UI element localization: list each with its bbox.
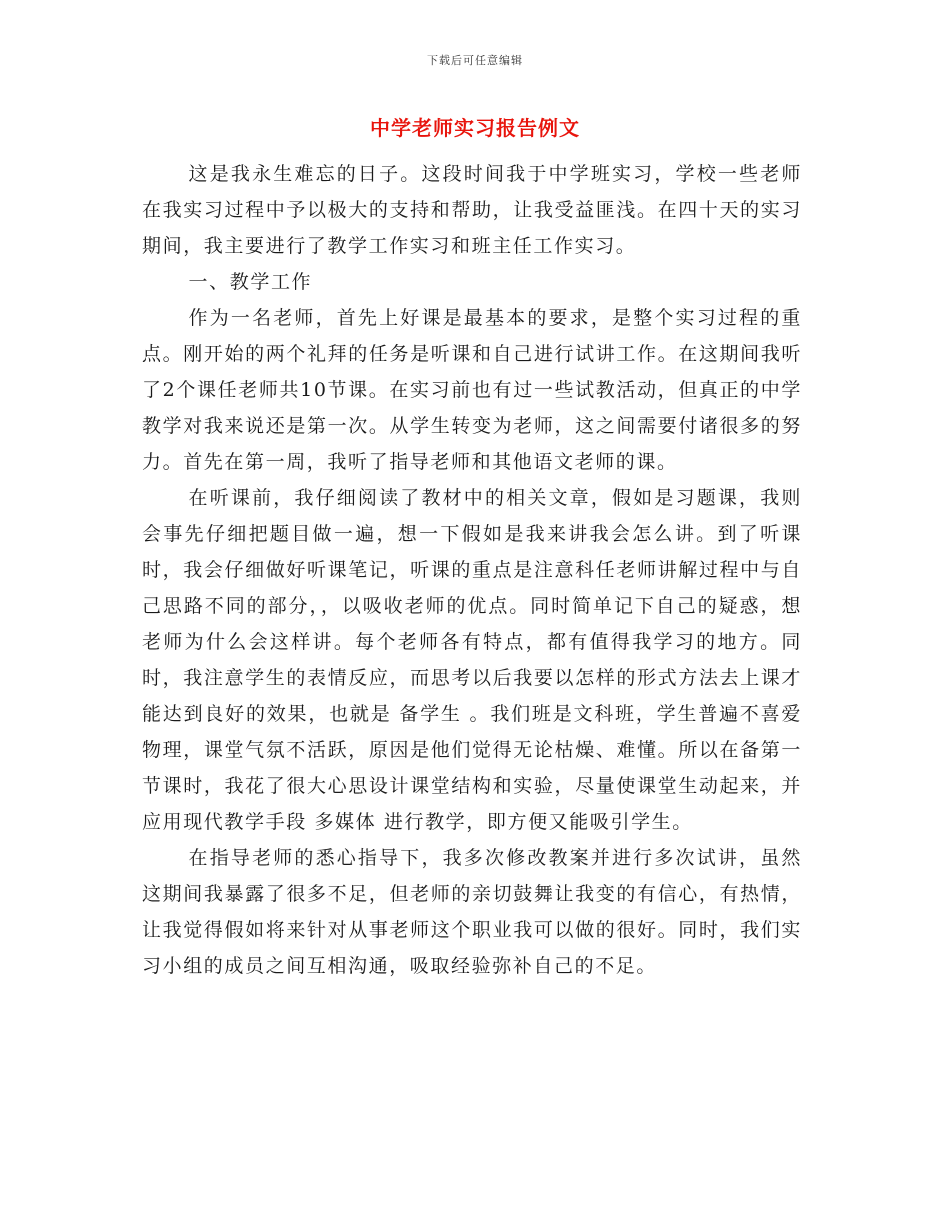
paragraph-intro: 这是我永生难忘的日子。这段时间我于中学班实习，学校一些老师在我实习过程中予以极大的支持和帮助，让我受益匪浅。在四十天的实习期间，我主要进行了教学工作实习和班主任工作实习。 bbox=[142, 163, 802, 257]
section-heading-teaching: 一、教学工作 bbox=[188, 271, 313, 293]
header-note: 下载后可任意编辑 bbox=[427, 54, 523, 67]
document-title: 中学老师实习报告例文 bbox=[370, 116, 580, 140]
paragraph-guidance: 在指导老师的悉心指导下，我多次修改教案并进行多次试讲，虽然这期间我暴露了很多不足，但老师的亲切鼓舞让我变的有信心，有热情，让我觉得假如将来针对从事老师这个职业我可以做的很好。同时，我们实习小组的成员之间互相沟通，吸取经验弥补自己的不足。 bbox=[142, 847, 802, 977]
paragraph-teaching-overview: 作为一名老师，首先上好课是最基本的要求，是整个实习过程的重点。刚开始的两个礼拜的任务是听课和自己进行试讲工作。在这期间我听了2个课任老师共10节课。在实习前也有过一些试教活动，但真正的中学教学对我来说还是第一次。从学生转变为老师，这之间需要付诸很多的努力。首先在第一周，我听了指导老师和其他语文老师的课。 bbox=[142, 307, 802, 473]
paragraph-lesson-observation: 在听课前，我仔细阅读了教材中的相关文章，假如是习题课，我则会事先仔细把题目做一遍，想一下假如是我来讲我会怎么讲。到了听课时，我会仔细做好听课笔记，听课的重点是注意科任老师讲解过程中与自己思路不同的部分，，以吸收老师的优点。同时简单记下自己的疑惑，想老师为什么会这样讲。每个老师各有特点，都有值得我学习的地方。同时，我注意学生的表情反应，而思考以后我要以怎样的形式方法去上课才能达到良好的效果，也就是 备学生 。我们班是文科班，学生普遍不喜爱物理，课堂气氛不活跃，原因是他们觉得无论枯燥、难懂。所以在备第一节课时，我花了很大心思设计课堂结构和实验，尽量使课堂生动起来，并应用现代教学手段 多媒体 进行教学，即方便又能吸引学生。 bbox=[142, 487, 802, 833]
document-body bbox=[142, 156, 802, 984]
